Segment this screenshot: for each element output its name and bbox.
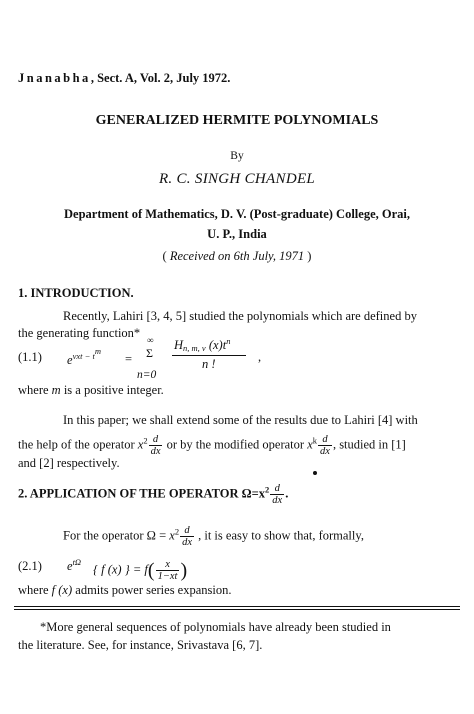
op2-d: d: [318, 434, 332, 446]
section-2-para: [63, 525, 364, 548]
para-2-text-b: or by the modified operator: [163, 437, 308, 452]
received-close: ): [304, 249, 312, 263]
sum-sign: Σ: [146, 346, 153, 360]
footnote-line-1: *More general sequences of polynomials have already been studied in: [40, 620, 391, 634]
where-prefix: where: [18, 383, 52, 397]
received-date: [0, 249, 474, 264]
equation-1-1-fraction-bar: [172, 355, 246, 356]
where-f-var: f (x): [51, 583, 73, 597]
journal-line: [18, 71, 230, 86]
received-month-year: July, 1971: [252, 249, 305, 263]
var-m: m: [51, 383, 61, 397]
exp-argument: vxt − t: [72, 351, 95, 361]
section-2-derivative: [180, 525, 194, 548]
para-2-line-3: and [2] respectively.: [18, 456, 120, 470]
equation-2-1-label: (2.1): [18, 559, 42, 573]
where-f-suffix: admits power series expansion.: [72, 583, 232, 597]
eq2-exp: tΩ: [72, 557, 82, 567]
equation-1-1-comma: ,: [258, 350, 262, 364]
op2-x: x: [307, 437, 313, 452]
section-2-x: x: [169, 528, 175, 543]
para-2-text-c: , studied in [1]: [332, 437, 406, 452]
equation-2-1-exponential: $e^{t\Omega}$: [67, 557, 82, 573]
s2-d: d: [180, 525, 194, 537]
eq2-den: 1−xt: [157, 571, 178, 582]
numerator-rest: (x)t: [205, 338, 227, 352]
op2-dx: dx: [320, 446, 330, 457]
author-name: R. C. SINGH CHANDEL: [158, 171, 316, 187]
footnote-line-2: the literature. See, for instance, Srivastava [6, 7].: [18, 638, 263, 652]
eq2-num: x: [156, 559, 180, 571]
op1-dx: dx: [150, 446, 161, 457]
equation-1-1-exponential: $e^{vxt - t^m}$: [67, 346, 101, 367]
exp-power-m: m: [94, 346, 101, 356]
intro-para-1-line-1: Recently, Lahiri [3, 4, 5] studied the polynomials which are defined by: [63, 309, 417, 323]
affiliation-line-2: U. P., India: [207, 227, 267, 241]
footnote-separator: [14, 606, 460, 607]
journal-name: Jnanabha: [18, 71, 91, 85]
sum-lower-limit: n=0: [137, 369, 157, 381]
equation-1-1-label: (1.1): [18, 350, 42, 364]
equation-2-1-body: { f (x) } = f( $\frac{x}{1-xt}$ ): [93, 559, 188, 582]
section-2-text-b: , it is easy to show that, formally,: [194, 528, 364, 543]
section-2-heading-derivative: [270, 483, 284, 506]
where-suffix: is a positive integer.: [60, 383, 164, 397]
sum-upper-limit: ∞: [147, 335, 154, 345]
section-2-power: 2: [174, 526, 180, 537]
eq2-fraction: [156, 559, 180, 582]
where-f-prefix: where: [18, 583, 52, 597]
para-2-line-1: In this paper; we shall extend some of the results due to Lahiri [4] with: [63, 413, 418, 427]
op2-power: k: [312, 435, 318, 446]
section-2-heading-dot: .: [285, 486, 289, 501]
section-1-heading: 1. INTRODUCTION.: [18, 286, 134, 300]
section-2-text-a: For the operator Ω =: [63, 528, 170, 543]
para-2-text-a: the help of the operator: [18, 437, 138, 452]
section-2-heading-text: 2. APPLICATION OF THE OPERATOR Ω=x: [18, 486, 266, 501]
dot-mark: [313, 471, 317, 475]
op1-x: x: [137, 437, 144, 452]
op1-derivative: [149, 434, 163, 457]
by-label: By: [230, 150, 244, 162]
hermite-h: H: [174, 338, 184, 352]
op1-d: d: [149, 434, 163, 446]
para-2-line-2: [18, 434, 406, 457]
footnote-separator-2: [14, 609, 460, 610]
where-f-line: [18, 583, 232, 598]
received-prefix: Received on 6th: [169, 249, 253, 263]
op2-derivative: [318, 434, 332, 457]
journal-details: , Sect. A, Vol. 2, July 1972.: [90, 71, 231, 85]
equation-1-1-denominator: n !: [202, 357, 216, 371]
section-2-heading: [18, 483, 288, 506]
s2-dx: dx: [182, 537, 192, 548]
received-open: (: [162, 249, 170, 263]
equation-1-1-numerator: [174, 338, 230, 353]
equation-1-1-equals: =: [125, 352, 133, 366]
affiliation-line-1: Department of Mathematics, D. V. (Post-graduate) College, Orai,: [64, 207, 410, 221]
where-m-line: [18, 383, 164, 398]
eq2-body-text: { f (x) } = f: [93, 562, 148, 577]
t-power: n: [226, 336, 231, 346]
paper-title: GENERALIZED HERMITE POLYNOMIALS: [95, 113, 379, 128]
section-2-heading-power: 2: [265, 484, 270, 495]
op1-power: 2: [143, 435, 148, 446]
intro-para-1-line-2: the generating function*: [18, 326, 141, 340]
heading-dx: dx: [272, 495, 283, 506]
hermite-subscript: n, m, v: [183, 343, 206, 353]
heading-d: d: [270, 483, 284, 495]
